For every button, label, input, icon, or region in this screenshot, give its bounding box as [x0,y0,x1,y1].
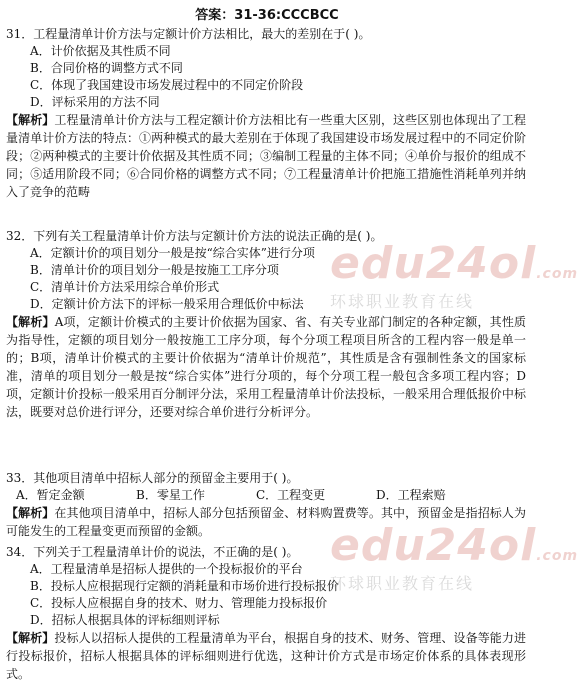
analysis-text: 工程量清单计价方法与工程定额计价方法相比有一些重大区别，这些区别也体现出了工程量清单计价方法的特点：①两种模式的最大差别在于体现了我国建设市场发展过程中的不同定价阶段；②两种模式的主要计价依据及其性质不同；③编制工程量的主体不同；④单价与报价的组成不同；⑤适用阶段不同；⑥合同价格的调整方式不同；⑦工程量清单计价把施工措施性消耗单列并纳入了竞争的范畴 [6,113,526,199]
question-stem: 33．其他项目清单中招标人部分的预留金主要用于( )。 [6,471,299,485]
option-b: B．零星工作 [136,488,205,502]
option-c: C．体现了我国建设市场发展过程中的不同定价阶段 [30,78,304,92]
analysis-text: 在其他项目清单中，招标人部分包括预留金、材料购置费等。其中，预留金是指招标人为可能发生的工程量变更而预留的金额。 [6,506,526,538]
option-b: B．合同价格的调整方式不同 [30,61,183,75]
question-stem: 31．工程量清单计价方法与定额计价方法相比，最大的差别在于( )。 [6,27,371,41]
option-b: B．清单计价的项目划分一般是按施工工序分项 [30,263,279,277]
question-32 [6,228,526,421]
analysis-text: 投标人以招标人提供的工程量清单为平台，根据自身的技术、财务、管理、设备等能力进行投标报价，招标人根据具体的评标细则进行优选，这种计价方式是市场定价体系的具体表现形式。 [6,631,526,681]
option-a: A．计价依据及其性质不同 [30,44,171,58]
option-d: D．定额计价方法下的评标一般采用合理低价中标法 [30,297,304,311]
option-c: C．投标人应根据自身的技术、财力、管理能力投标报价 [30,596,328,610]
analysis [6,504,526,540]
analysis-label: 【解析】 [6,506,55,520]
question-31 [6,26,526,201]
watermark-com: .com [536,548,578,564]
watermark-logo-text: edu24ol [330,520,537,571]
option-c: C．清单计价方法采用综合单价形式 [30,280,220,294]
option-a: A．工程量清单是招标人提供的一个投标报价的平台 [30,562,303,576]
question-34 [6,544,526,683]
analysis [6,629,526,683]
analysis [6,111,526,201]
option-a: A．暂定金额 [16,488,85,502]
option-d: D．工程索赔 [376,488,446,502]
options-row [6,487,526,504]
watermark-logo-text: edu24ol [330,238,537,289]
option-d: D．评标采用的方法不同 [30,95,160,109]
analysis-label: 【解析】 [6,113,55,127]
question-stem: 32．下列有关工程量清单计价方法与定额计价方法的说法正确的是( )。 [6,229,383,243]
watermark-com: .com [536,266,578,282]
watermark-subtitle: 环球职业教育在线 [330,574,475,593]
analysis-label: 【解析】 [6,631,55,645]
analysis-label: 【解析】 [6,315,55,329]
analysis-text: A项，定额计价模式的主要计价依据为国家、省、有关专业部门制定的各种定额，其性质为指导性，定额的项目划分一般按施工工序分项，每个分项工程项目所含的工程内容一般是单一的；B项，清单计价模式的主要计价依据为“清单计价规范”，其性质是含有强制性条文的国家标准，清单的项目划分一般是按“综合实体”进行分项的，每个分项工程一般包含多项工程内容；D项，定额计价投标一般采用百分制评分法，采用工程量清单计价法投标，一般采用合理低报价中标法，既要对总价进行评分，还要对综合单价进行分析评分。 [6,315,526,419]
option-a: A．定额计价的项目划分一般是按“综合实体”进行分项 [30,246,315,260]
option-c: C．工程变更 [256,488,326,502]
option-d: D．招标人根据具体的评标细则评标 [30,613,220,627]
answer-key-header: 答案：31-36:CCCBCC [195,8,339,23]
question-stem: 34．下列关于工程量清单计价的说法，不正确的是( )。 [6,545,299,559]
option-b: B．投标人应根据现行定额的消耗量和市场价进行投标报价 [30,579,339,593]
analysis [6,313,526,421]
watermark-subtitle: 环球职业教育在线 [330,292,475,311]
question-33 [6,470,526,540]
